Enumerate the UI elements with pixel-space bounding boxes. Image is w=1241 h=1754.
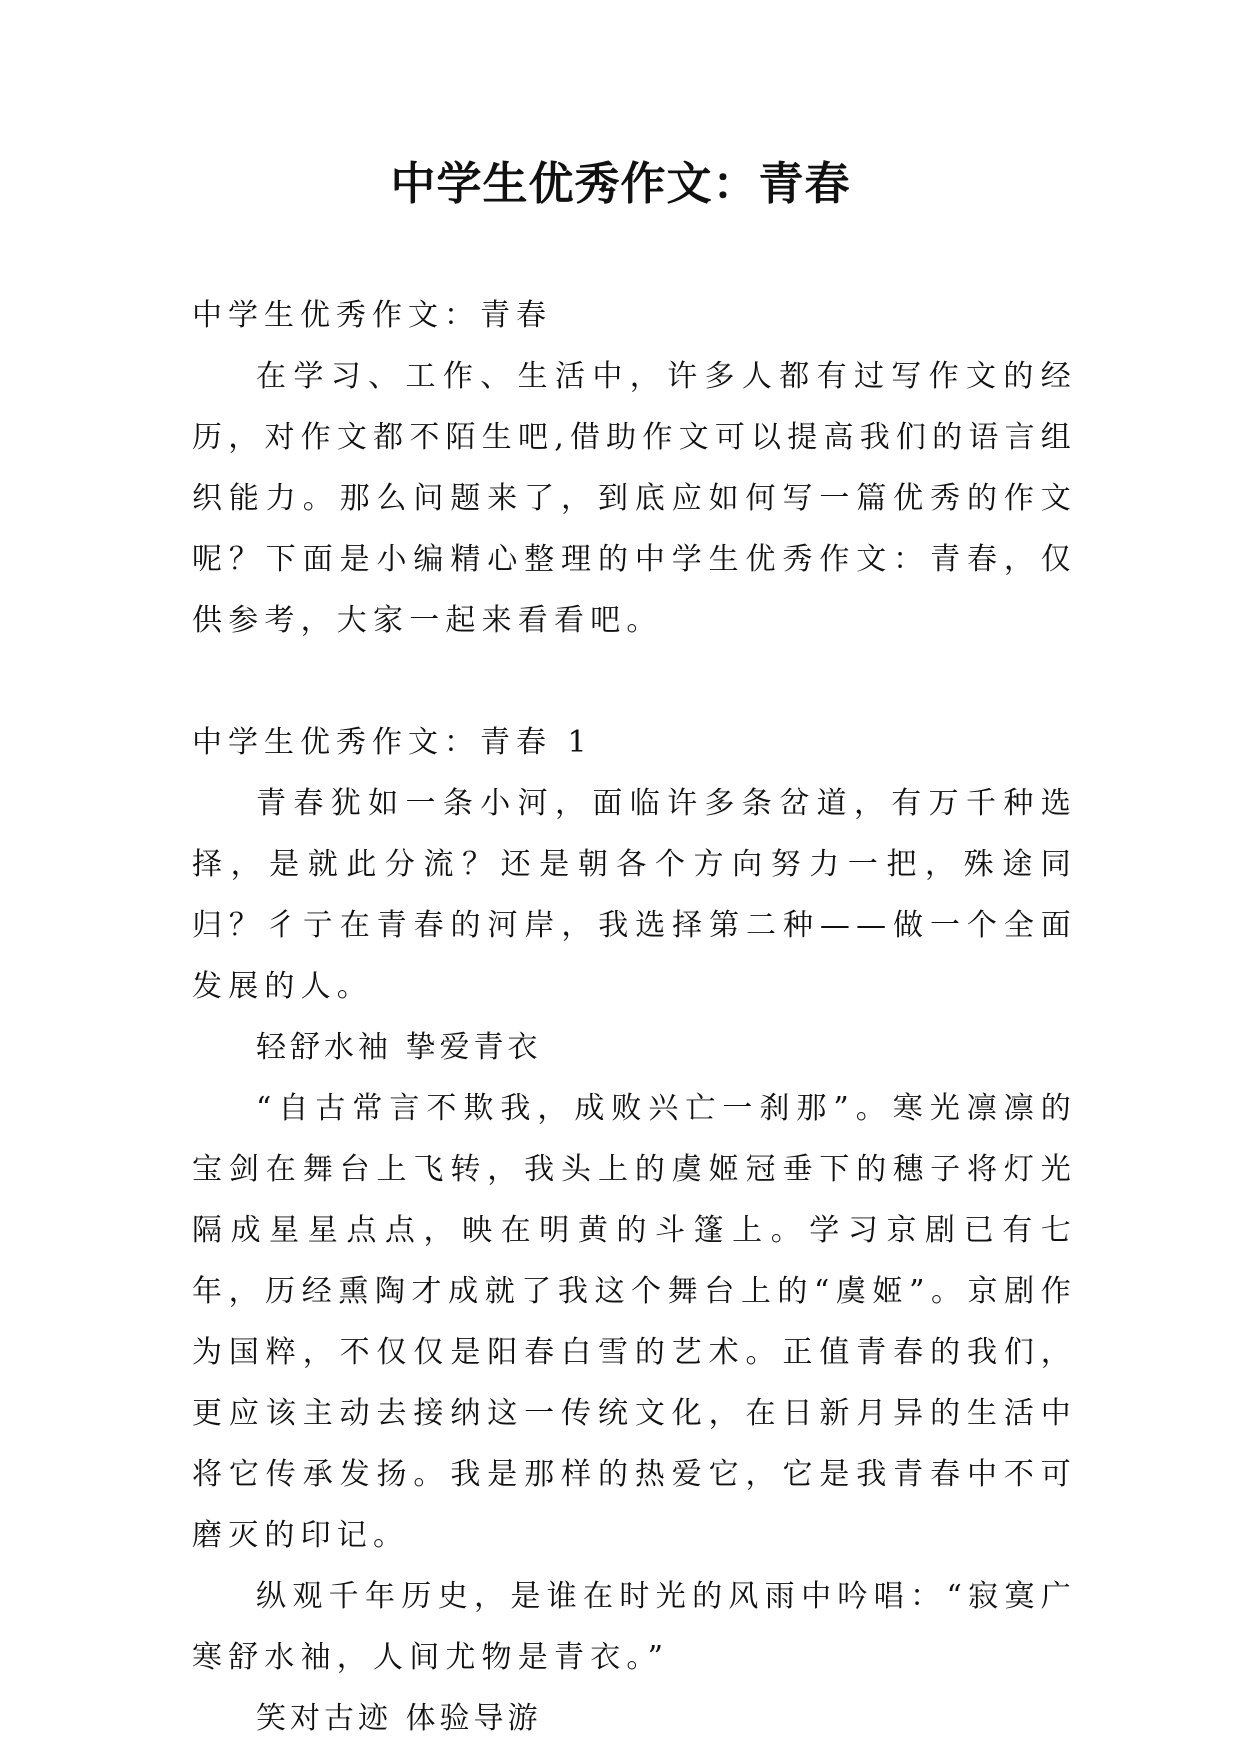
intro-heading: 中学生优秀作文：青春 — [192, 298, 552, 333]
section-spacer — [192, 651, 1077, 712]
essay-1-paragraph-1: 青春犹如一条小河，面临许多条岔道，有万千种选择，是就此分流？还是朝各个方向努力一把，殊途同归？彳亍在青春的河岸，我选择第二种——做一个全面发展的人。 — [192, 786, 1077, 1004]
subheading-opera: 轻舒水袖 挚爱青衣 — [256, 1030, 542, 1065]
document-body — [192, 285, 1077, 1749]
essay-1-paragraph-2: “自古常言不欺我，成败兴亡一刹那”。寒光凛凛的宝剑在舞台上飞转，我头上的虞姬冠垂下的穗子将灯光隔成星星点点，映在明黄的斗篷上。学习京剧已有七年，历经熏陶才成就了我这个舞台上的“虞姬”。京剧作为国粹，不仅仅是阳春白雪的艺术。正值青春的我们，更应该主动去接纳这一传统文化，在日新月异的生活中将它传承发扬。我是那样的热爱它，它是我青春中不可磨灭的印记。 — [192, 1091, 1077, 1553]
document-title: 中学生优秀作文：青春 — [390, 157, 851, 210]
subheading-tour-guide: 笑对古迹 体验导游 — [256, 1701, 542, 1736]
essay-1-heading: 中学生优秀作文：青春 1 — [192, 725, 593, 760]
essay-1-paragraph-3: 纵观千年历史，是谁在时光的风雨中吟唱：“寂寞广寒舒水袖，人间尤物是青衣。” — [192, 1579, 1077, 1675]
intro-paragraph: 在学习、工作、生活中，许多人都有过写作文的经历，对作文都不陌生吧,借助作文可以提高我们的语言组织能力。那么问题来了，到底应如何写一篇优秀的作文呢？下面是小编精心整理的中学生优秀作文：青春，仅供参考，大家一起来看看吧。 — [192, 359, 1077, 638]
